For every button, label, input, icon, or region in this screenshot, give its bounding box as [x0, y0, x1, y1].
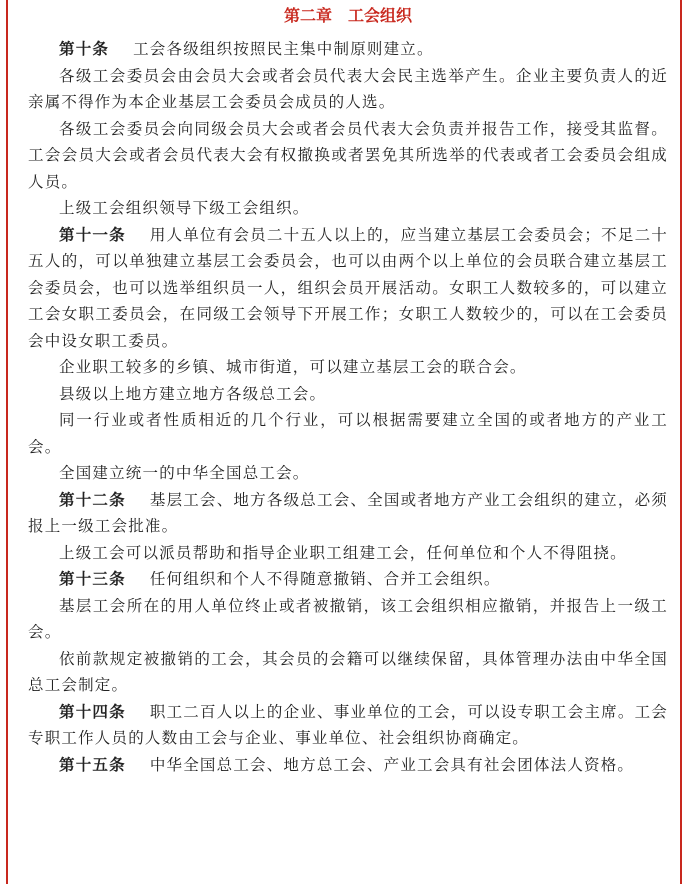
chapter-title: 第二章 工会组织	[283, 6, 412, 25]
paragraph-text: 各级工会委员会向同级会员大会或者会员代表大会负责并报告工作，接受其监督。工会会员大会或者会员代表大会有权撤换或者罢免其所选举的代表或者工会委员会组成人员。	[28, 119, 668, 191]
paragraph	[28, 116, 668, 196]
paragraph-list	[28, 36, 668, 778]
article-number: 第十三条	[59, 570, 126, 588]
paragraph-text: 各级工会委员会由会员大会或者会员代表大会民主选举产生。企业主要负责人的近亲属不得作为本企业基层工会委员会成员的人选。	[28, 66, 668, 111]
paragraph	[28, 354, 668, 381]
article-number: 第十一条	[59, 225, 126, 244]
paragraph-text: 全国建立统一的中华全国总工会。	[59, 464, 310, 482]
paragraph	[28, 381, 668, 408]
paragraph	[28, 36, 668, 63]
paragraph-text: 职工二百人以上的企业、事业单位的工会，可以设专职工会主席。工会专职工作人员的人数由工会与企业、事业单位、社会组织协商确定。	[28, 702, 668, 747]
paragraph-text: 县级以上地方建立地方各级总工会。	[59, 384, 327, 403]
paragraph-text: 基层工会、地方各级总工会、全国或者地方产业工会组织的建立，必须报上一级工会批准。	[28, 490, 668, 535]
paragraph	[28, 540, 668, 567]
paragraph	[28, 487, 668, 540]
paragraph-text: 企业职工较多的乡镇、城市街道，可以建立基层工会的联合会。	[59, 358, 527, 376]
paragraph	[28, 63, 668, 116]
paragraph-text: 任何组织和个人不得随意撤销、合并工会组织。	[149, 570, 501, 588]
paragraph	[28, 222, 668, 355]
paragraph-text: 上级工会组织领导下级工会组织。	[59, 199, 310, 217]
paragraph-text: 上级工会可以派员帮助和指导企业职工组建工会，任何单位和个人不得阻挠。	[59, 543, 627, 562]
left-border-rule	[6, 0, 8, 884]
paragraph-text: 中华全国总工会、地方总工会、产业工会具有社会团体法人资格。	[149, 755, 635, 774]
paragraph-text: 依前款规定被撤销的工会，其会员的会籍可以继续保留，具体管理办法由中华全国总工会制定。	[28, 649, 668, 694]
right-border-rule	[680, 0, 682, 884]
paragraph-text: 同一行业或者性质相近的几个行业，可以根据需要建立全国的或者地方的产业工会。	[28, 411, 668, 456]
paragraph	[28, 699, 668, 752]
paragraph-text: 用人单位有会员二十五人以上的，应当建立基层工会委员会；不足二十五人的，可以单独建立基层工会委员会，也可以由两个以上单位的会员联合建立基层工会委员会，也可以选举组织员一人，组织会员开展活动。女职工人数较多的，可以建立工会女职工委员会，在同级工会领导下开展工作；女职工人数较少的，可以在工会委员会中设女职工委员。	[28, 225, 668, 350]
article-number: 第十二条	[59, 490, 126, 509]
article-number: 第十四条	[59, 702, 126, 721]
paragraph	[28, 646, 668, 699]
paragraph	[28, 460, 668, 487]
article-number: 第十五条	[59, 755, 126, 774]
paragraph	[28, 566, 668, 593]
paragraph	[28, 752, 668, 779]
document-body	[28, 0, 668, 778]
paragraph	[28, 593, 668, 646]
paragraph	[28, 195, 668, 222]
paragraph-text: 基层工会所在的用人单位终止或者被撤销，该工会组织相应撤销，并报告上一级工会。	[28, 596, 668, 641]
article-number: 第十条	[59, 40, 110, 58]
paragraph	[28, 407, 668, 460]
paragraph-text: 工会各级组织按照民主集中制原则建立。	[133, 40, 434, 58]
